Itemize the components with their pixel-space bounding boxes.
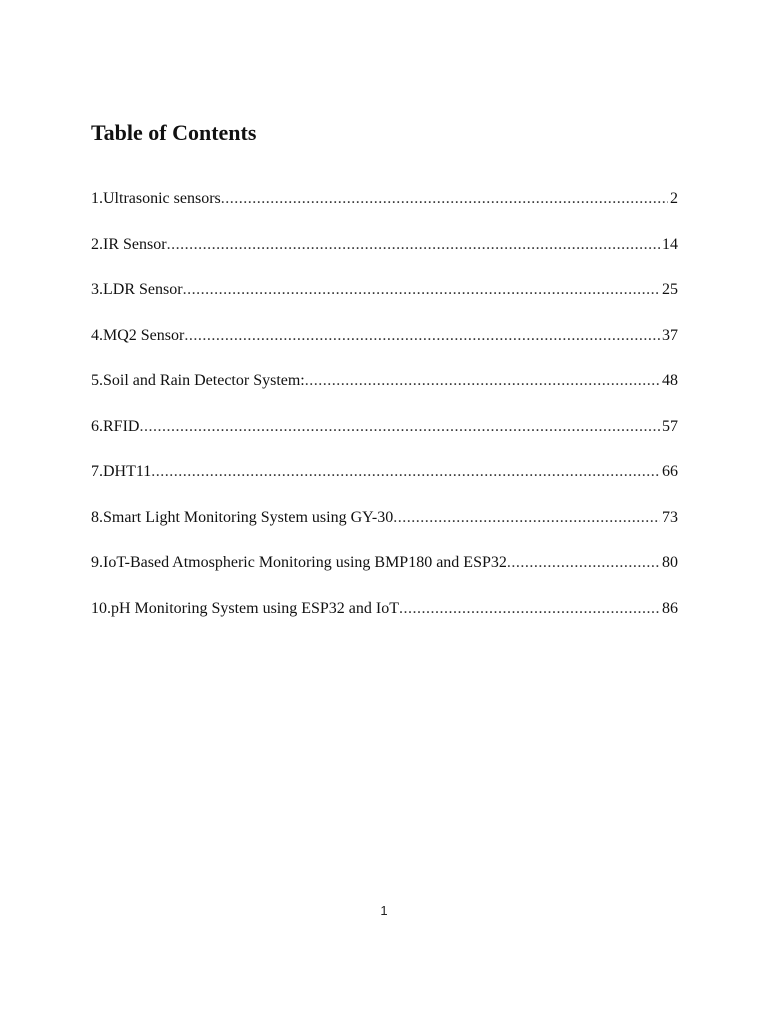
toc-entry (91, 415, 678, 461)
toc-entry-label: 10.pH Monitoring System using ESP32 and IoT (91, 599, 400, 617)
toc-entry-page: 14 (662, 235, 678, 253)
toc-dot-leader (393, 506, 660, 530)
toc-entry-page: 2 (670, 190, 678, 207)
toc-entry-label: 2.IR Sensor (91, 235, 167, 253)
toc-entry-page: 57 (662, 417, 678, 435)
toc-list (91, 187, 678, 642)
toc-entry (91, 551, 678, 597)
toc-entry-page: 25 (662, 281, 678, 298)
toc-entry (91, 233, 678, 279)
toc-entry-label: 7.DHT11 (91, 463, 152, 480)
page-number: 1 (380, 903, 388, 918)
toc-entry-page: 86 (662, 599, 678, 617)
toc-entry-label: 6.RFID (91, 417, 140, 435)
toc-dot-leader (167, 233, 660, 257)
toc-entry-page: 48 (662, 372, 678, 389)
toc-entry (91, 506, 678, 552)
toc-entry-label: 1.Ultrasonic sensors (91, 190, 221, 207)
toc-entry (91, 324, 678, 370)
toc-entry (91, 187, 678, 233)
toc-dot-leader (399, 597, 660, 621)
toc-dot-leader (139, 415, 660, 439)
toc-dot-leader (507, 551, 660, 575)
toc-entry-page: 37 (662, 326, 678, 344)
toc-entry (91, 460, 678, 506)
page-title: Table of Contents (91, 120, 257, 145)
toc-dot-leader (305, 369, 660, 393)
toc-entry-label: 5.Soil and Rain Detector System: (91, 372, 305, 389)
toc-dot-leader (183, 278, 660, 302)
toc-dot-leader (184, 324, 660, 348)
toc-entry (91, 369, 678, 415)
toc-entry-label: 9.IoT-Based Atmospheric Monitoring using BMP180 and ESP32 (91, 554, 507, 571)
toc-entry (91, 278, 678, 324)
toc-entry-label: 8.Smart Light Monitoring System using GY-30 (91, 508, 394, 526)
toc-entry (91, 597, 678, 643)
toc-entry-page: 80 (662, 554, 678, 571)
toc-entry-label: 3.LDR Sensor (91, 281, 183, 298)
toc-dot-leader (221, 187, 668, 211)
toc-entry-page: 73 (662, 508, 678, 526)
toc-dot-leader (151, 460, 660, 484)
toc-entry-label: 4.MQ2 Sensor (91, 326, 185, 344)
toc-entry-page: 66 (662, 463, 678, 480)
